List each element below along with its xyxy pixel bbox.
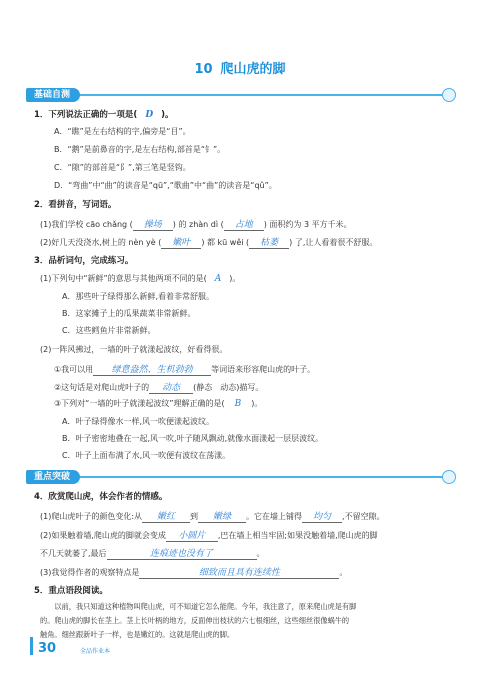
text: ③下列对“一墙的叶子就漾起波纹”理解正确的是( — [54, 399, 225, 408]
text: 。 — [256, 549, 265, 558]
section-bar-key — [26, 470, 456, 484]
option-b: B．这家摊子上的瓜果蔬菜非常新鲜。 — [62, 309, 196, 318]
passage-line: 触角。细丝跟新叶子一样，也是嫩红的。这就是爬山虎的脚。 — [40, 630, 235, 639]
handwritten-answer: 操场 — [133, 217, 173, 231]
q4-line-2 — [40, 528, 378, 542]
text: ) 面积约为 3 平方千米。 — [263, 220, 352, 229]
text: ) 都 kū wěi ( — [201, 238, 250, 247]
section-end-icon — [442, 470, 456, 484]
text: (1)我们学校 cāo chǎng ( — [40, 220, 133, 229]
handwritten-answer: 细致而且具有连续性 — [139, 565, 339, 579]
text: ,不留空隙。 — [342, 512, 385, 521]
option-c: C．这些鳕鱼片非常新鲜。 — [62, 326, 156, 335]
option-b: B．叶子密密地叠在一起,风一吹,叶子随风飘动,就像水面漾起一层层波纹。 — [62, 434, 324, 443]
text: (1)下列句中“新鲜”的意思与其他两项不同的是( — [40, 274, 207, 283]
q4-line-2b — [40, 546, 265, 560]
pinyin-line-2 — [40, 235, 377, 249]
text: 。它在墙上铺得 — [246, 512, 303, 521]
footer-book-name: 全品作业本 — [80, 648, 111, 655]
item-2 — [54, 380, 263, 394]
item-3 — [54, 398, 262, 409]
handwritten-answer: 枯萎 — [249, 235, 289, 249]
item-1 — [54, 362, 315, 376]
section-bar-basic — [26, 88, 456, 102]
handwritten-answer: B — [234, 399, 242, 409]
option-a: A．叶子绿得像水一样,风一吹便漾起波纹。 — [62, 417, 215, 426]
question-tail: )。 — [161, 110, 174, 120]
page-number: 30 — [38, 641, 57, 656]
text: ②这句话是对爬山虎叶子的 — [54, 383, 150, 392]
section-line — [26, 94, 442, 96]
handwritten-answer: 小圆片 — [166, 528, 218, 542]
text: (3)我觉得作者的观察特点是 — [40, 568, 140, 577]
text: 不几天就萎了,最后 — [40, 549, 107, 558]
section-end-icon — [442, 88, 456, 102]
option-b: B．“鹅”是前鼻音的字,是左右结构,部首是“钅”。 — [54, 145, 226, 154]
text: 等词语来形容爬山虎的叶子。 — [211, 365, 316, 374]
text: ) 了,让人看着很不舒服。 — [289, 238, 378, 247]
handwritten-answer: 连痕迹也没有了 — [107, 546, 257, 560]
section-label: 重点突破 — [26, 470, 80, 484]
text: ) 的 zhàn dì ( — [172, 220, 224, 229]
question-5: 5．重点语段阅读。 — [34, 586, 108, 596]
sub-question-1 — [40, 273, 240, 284]
text: (2)好几天没浇水,树上的 nèn yè ( — [40, 238, 162, 247]
lesson-number: 10 — [194, 62, 213, 77]
handwritten-answer: A — [214, 274, 222, 284]
option-c: C．叶子上面布满了水,风一吹便有波纹在荡漾。 — [62, 451, 231, 460]
option-c: C．“隙”的部首是“阝”,第三笔是竖钩。 — [54, 163, 191, 172]
question-2: 2．看拼音，写词语。 — [34, 200, 117, 210]
text: 。 — [339, 568, 348, 577]
q4-line-3 — [40, 565, 347, 579]
handwritten-answer: 嫩叶 — [161, 235, 201, 249]
section-line — [26, 476, 442, 478]
handwritten-answer: 嫩红 — [142, 509, 190, 523]
lesson-title: 爬山虎的脚 — [220, 62, 286, 77]
handwritten-answer: 绿意盎然、生机勃勃 — [93, 362, 211, 376]
pinyin-line-1 — [40, 217, 352, 231]
sub-question-2: (2)一阵风拂过，一墙的叶子就漾起波纹，好看得很。 — [40, 345, 228, 354]
text: )。 — [251, 399, 263, 408]
footer-accent — [30, 637, 33, 655]
passage-line: 的。爬山虎的脚长在茎上。茎上长叶柄的地方，反面伸出枝状的六七根细丝，这些细丝很像蜗牛的 — [40, 616, 350, 625]
handwritten-answer: 动态 — [149, 380, 193, 394]
text: (静态 动态)描写。 — [193, 383, 264, 392]
question-1 — [34, 108, 174, 120]
handwritten-answer: 均匀 — [302, 509, 342, 523]
option-d: D．“弯曲”中“曲”的读音是“qū”,“歌曲”中“曲”的读音是“qǔ”。 — [54, 181, 277, 190]
reading-passage — [40, 600, 450, 642]
text: (1)爬山虎叶子的颜色变化:从 — [40, 512, 143, 521]
question-4: 4．欣赏爬山虎，体会作者的情感。 — [34, 492, 168, 502]
question-3: 3．品析词句，完成练习。 — [34, 256, 134, 266]
text: ①我可以用 — [54, 365, 94, 374]
text: ,巴在墙上相当牢固;如果没触着墙,爬山虎的脚 — [217, 531, 378, 540]
text: (2)如果触着墙,爬山虎的脚就会变成 — [40, 531, 166, 540]
section-label: 基础自测 — [26, 88, 80, 102]
question-stem: 1．下列说法正确的一项是( — [34, 110, 138, 120]
page-title — [0, 58, 480, 77]
passage-line: 以前，我只知道这种植物叫爬山虎，可不知道它怎么能爬。今年，我注意了，原来爬山虎是有脚 — [40, 602, 357, 611]
q4-line-1 — [40, 509, 385, 523]
handwritten-answer: 嫩绿 — [198, 509, 246, 523]
text: )。 — [229, 274, 241, 283]
option-a: A．“瞧”是左右结构的字,偏旁是“目”。 — [54, 127, 191, 136]
text: 到 — [190, 512, 199, 521]
handwritten-answer: 占地 — [224, 217, 264, 231]
option-a: A．那些叶子绿得那么新鲜,看着非常舒服。 — [62, 292, 215, 301]
handwritten-answer: D — [145, 110, 154, 120]
